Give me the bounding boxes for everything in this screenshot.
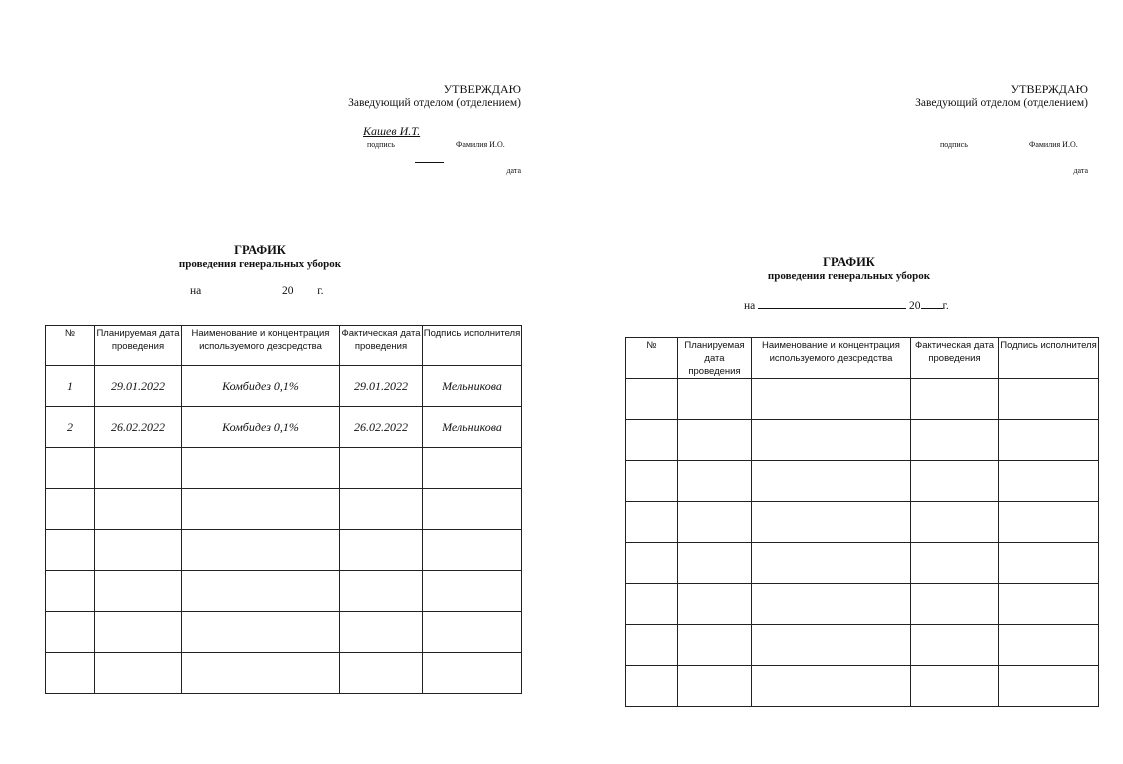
cell-signature [999, 625, 1099, 666]
schedule-form-filled [0, 0, 560, 764]
cell-disinfectant [182, 571, 340, 612]
table-header-row [46, 326, 522, 366]
cell-signature [999, 584, 1099, 625]
cell-disinfectant [752, 666, 911, 707]
cell-disinfectant [182, 612, 340, 653]
cell-disinfectant [182, 489, 340, 530]
period-blank-line [758, 297, 906, 309]
cell-planned-date [95, 571, 182, 612]
cell-disinfectant [752, 379, 911, 420]
caption-full-name: Фамилия И.О. [1029, 140, 1078, 149]
schedule-table [45, 325, 522, 694]
cell-signature [423, 448, 522, 489]
table-row [626, 584, 1099, 625]
table-row [46, 489, 522, 530]
table-row [626, 461, 1099, 502]
period-prefix: на [190, 285, 202, 297]
cell-number: 2 [46, 407, 95, 448]
table-row [626, 420, 1099, 461]
cell-planned-date [95, 448, 182, 489]
cell-actual-date [911, 420, 999, 461]
cell-actual-date [911, 666, 999, 707]
cell-actual-date [911, 625, 999, 666]
cell-number [626, 666, 678, 707]
cell-disinfectant: Комбидез 0,1% [182, 407, 340, 448]
table-row [46, 448, 522, 489]
cell-planned-date [678, 666, 752, 707]
caption-date: дата [506, 166, 521, 175]
approve-heading: УТВЕРЖДАЮ [443, 82, 521, 96]
cell-actual-date [911, 502, 999, 543]
cell-disinfectant [182, 448, 340, 489]
cell-planned-date [95, 653, 182, 694]
document-title: ГРАФИК [234, 243, 286, 257]
cell-actual-date: 26.02.2022 [340, 407, 423, 448]
cell-actual-date [911, 584, 999, 625]
col-header-planned-date: Планируемая дата проведения [95, 326, 182, 366]
caption-full-name: Фамилия И.О. [456, 140, 505, 149]
cell-actual-date [911, 543, 999, 584]
cell-signature [999, 379, 1099, 420]
document-subtitle: проведения генеральных уборок [767, 270, 931, 282]
cell-planned-date: 26.02.2022 [95, 407, 182, 448]
cell-disinfectant [752, 420, 911, 461]
cell-actual-date [340, 653, 423, 694]
caption-signature: подпись [367, 140, 395, 149]
table-row [46, 653, 522, 694]
table-row [626, 666, 1099, 707]
cell-disinfectant: Комбидез 0,1% [182, 366, 340, 407]
cell-actual-date: 29.01.2022 [340, 366, 423, 407]
schedule-table [625, 337, 1099, 707]
cell-planned-date: 29.01.2022 [95, 366, 182, 407]
cell-number [626, 379, 678, 420]
cell-actual-date [911, 461, 999, 502]
cell-actual-date [340, 612, 423, 653]
approve-heading: УТВЕРЖДАЮ [1010, 82, 1088, 96]
period-line [190, 285, 324, 297]
col-header-signature: Подпись исполнителя [999, 338, 1099, 379]
col-header-planned-date: Планируемая дата проведения [678, 338, 752, 379]
cell-planned-date [678, 502, 752, 543]
cell-actual-date [911, 379, 999, 420]
cell-number [626, 461, 678, 502]
cell-disinfectant [182, 530, 340, 571]
table-row [46, 571, 522, 612]
cell-signature [999, 420, 1099, 461]
cell-planned-date [678, 461, 752, 502]
cell-number: 1 [46, 366, 95, 407]
schedule-form-blank [560, 0, 1123, 764]
cell-planned-date [678, 584, 752, 625]
cell-disinfectant [752, 543, 911, 584]
cell-number [46, 653, 95, 694]
cell-disinfectant [752, 461, 911, 502]
cell-planned-date [678, 420, 752, 461]
cell-actual-date [340, 448, 423, 489]
period-year-prefix: 20 [909, 300, 921, 312]
cell-actual-date [340, 489, 423, 530]
cell-signature [999, 666, 1099, 707]
cell-signature [423, 489, 522, 530]
table-header-row [626, 338, 1099, 379]
cell-disinfectant [752, 584, 911, 625]
cell-number [46, 612, 95, 653]
cell-planned-date [95, 489, 182, 530]
cell-actual-date [340, 530, 423, 571]
table-row [626, 379, 1099, 420]
table-row [46, 366, 522, 407]
cell-number [626, 420, 678, 461]
cell-actual-date [340, 571, 423, 612]
table-row [626, 625, 1099, 666]
cell-number [46, 489, 95, 530]
cell-number [46, 530, 95, 571]
period-year-suffix: г. [317, 285, 324, 297]
col-header-number: № [46, 326, 95, 366]
cell-planned-date [95, 530, 182, 571]
cell-signature: Мельникова [423, 366, 522, 407]
cell-planned-date [678, 543, 752, 584]
col-header-number: № [626, 338, 678, 379]
date-line [415, 162, 444, 163]
table-row [46, 407, 522, 448]
col-header-actual-date: Фактическая дата проведения [340, 326, 423, 366]
approver-position: Заведующий отделом (отделением) [348, 97, 521, 109]
table-row [46, 530, 522, 571]
cell-disinfectant [182, 653, 340, 694]
cell-planned-date [95, 612, 182, 653]
period-prefix: на [744, 300, 756, 312]
cell-signature [999, 543, 1099, 584]
period-line [744, 297, 949, 312]
cell-number [626, 502, 678, 543]
table-row [626, 502, 1099, 543]
period-year-prefix: 20 [282, 285, 294, 297]
cell-signature [423, 530, 522, 571]
approver-position: Заведующий отделом (отделением) [915, 97, 1088, 109]
cell-signature [423, 571, 522, 612]
caption-date: дата [1073, 166, 1088, 175]
cell-number [626, 584, 678, 625]
cell-signature [423, 612, 522, 653]
col-header-disinfectant: Наименование и концентрация используемого дезсредства [752, 338, 911, 379]
cell-signature [999, 461, 1099, 502]
period-year-suffix: г. [942, 300, 949, 312]
cell-number [46, 571, 95, 612]
year-blank-line [921, 297, 943, 309]
cell-disinfectant [752, 502, 911, 543]
table-row [626, 543, 1099, 584]
cell-signature [423, 653, 522, 694]
cell-disinfectant [752, 625, 911, 666]
cell-number [626, 625, 678, 666]
signer-name: Кашев И.Т. [363, 124, 421, 138]
cell-signature: Мельникова [423, 407, 522, 448]
document-title: ГРАФИК [823, 255, 875, 269]
cell-signature [999, 502, 1099, 543]
document-subtitle: проведения генеральных уборок [178, 258, 342, 270]
cell-number [626, 543, 678, 584]
caption-signature: подпись [940, 140, 968, 149]
cell-number [46, 448, 95, 489]
col-header-disinfectant: Наименование и концентрация используемого дезсредства [182, 326, 340, 366]
col-header-signature: Подпись исполнителя [423, 326, 522, 366]
col-header-actual-date: Фактическая дата проведения [911, 338, 999, 379]
table-row [46, 612, 522, 653]
cell-planned-date [678, 379, 752, 420]
cell-planned-date [678, 625, 752, 666]
